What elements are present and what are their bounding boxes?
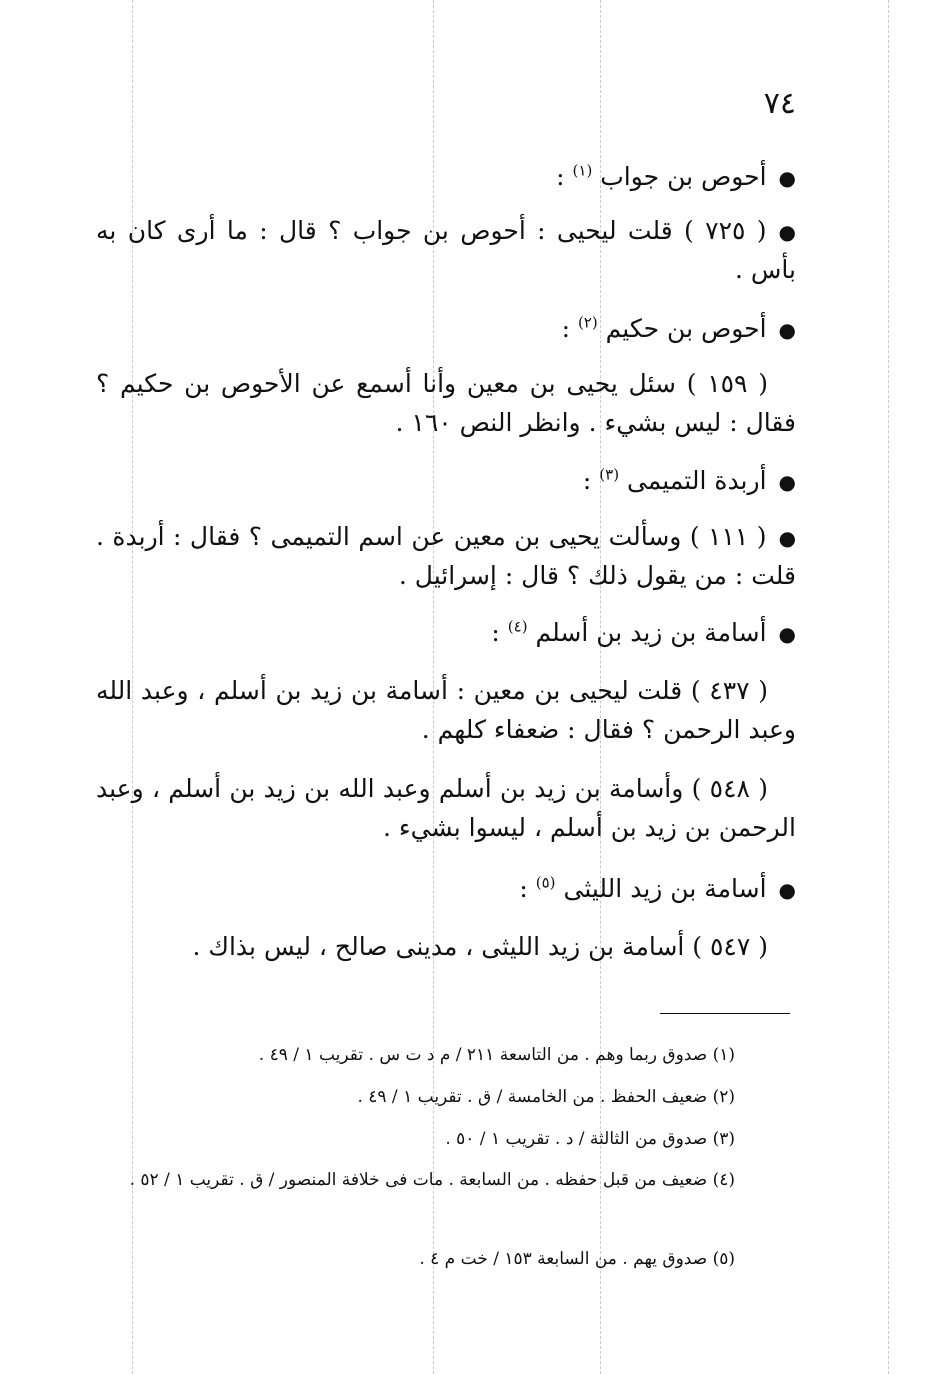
footnote: (١) صدوق ربما وهم . من التاسعة ٢١١ / م د ت س . تقريب ١ / ٤٩ .: [258, 1045, 735, 1065]
page-number: ٧٤: [763, 86, 796, 121]
footnote-ref: (٥): [535, 873, 556, 892]
footnote: (٣) صدوق من الثالثة / د . تقريب ١ / ٥٠ .: [445, 1129, 735, 1149]
footnote: (٥) صدوق يهم . من السابعة ١٥٣ / خت م ٤ .: [419, 1249, 735, 1269]
bullet-icon: ●: [778, 318, 796, 342]
narrator-name: أحوص بن جواب: [600, 162, 767, 191]
entry-text: [96, 518, 796, 596]
footnote-divider: [660, 1013, 790, 1014]
report-text: ( ٤٣٧ ) قلت ليحيى بن معين : أسامة بن زيد بن أسلم ، وعبد الله وعبد الرحمن ؟ فقال : ضعفاء كلهم .: [96, 676, 796, 744]
report-text: ( ١١١ ) وسألت يحيى بن معين عن اسم التميمى ؟ فقال : أربدة . قلت : من يقول ذلك ؟ قال : إسرائيل .: [96, 522, 796, 590]
entry-text: [96, 212, 796, 290]
entry-heading: ●أحوص بن حكيم $^{(٢)}$ :: [96, 310, 796, 349]
narrator-name: أسامة بن زيد بن أسلم: [535, 618, 767, 647]
bullet-icon: ●: [778, 470, 796, 494]
scan-guide-line: [888, 0, 889, 1374]
bullet-icon: ●: [778, 878, 796, 902]
footnote-ref: (١): [572, 161, 593, 180]
entry-heading: ●أسامة بن زيد بن أسلم $^{(٤)}$ :: [96, 614, 796, 653]
bullet-icon: ●: [778, 220, 796, 244]
footnote: (٤) ضعيف من قبل حفظه . من السابعة . مات فى خلافة المنصور / ق . تقريب ١ / ٥٢ .: [129, 1170, 735, 1190]
entry-heading: ●أربدة التميمى $^{(٣)}$ :: [96, 462, 796, 501]
report-text: ( ١٥٩ ) سئل يحيى بن معين وأنا أسمع عن الأحوص بن حكيم ؟ فقال : ليس بشيء . وانظر النص ١٦٠ .: [96, 369, 796, 437]
entry-heading: ●أسامة بن زيد الليثى $^{(٥)}$ :: [96, 870, 796, 909]
report-text: ( ٧٢٥ ) قلت ليحيى : أحوص بن جواب ؟ قال : ما أرى كان به بأس .: [96, 216, 796, 284]
footnote-ref: (٤): [507, 617, 528, 636]
entry-text: [96, 365, 796, 443]
footnote-ref: (٢): [577, 313, 598, 332]
bullet-icon: ●: [778, 166, 796, 190]
report-text: ( ٥٤٨ ) وأسامة بن زيد بن أسلم وعبد الله بن زيد بن أسلم ، وعبد الرحمن بن زيد بن أسلم ، ليسوا بشيء .: [96, 774, 796, 842]
footnote: (٢) ضعيف الحفظ . من الخامسة / ق . تقريب ١ / ٤٩ .: [357, 1087, 735, 1107]
report-text: ( ٥٤٧ ) أسامة بن زيد الليثى ، مدينى صالح ، ليس بذاك .: [192, 932, 768, 961]
entry-text: [96, 928, 796, 967]
narrator-name: أسامة بن زيد الليثى: [563, 874, 767, 903]
entry-text: [96, 770, 796, 848]
narrator-name: أحوص بن حكيم: [605, 314, 767, 343]
entry-heading: ●أحوص بن جواب $^{(١)}$ :: [96, 158, 796, 197]
entry-text: [96, 672, 796, 750]
bullet-icon: ●: [778, 622, 796, 646]
narrator-name: أربدة التميمى: [627, 466, 767, 495]
footnote-ref: (٣): [599, 465, 620, 484]
bullet-icon: ●: [778, 526, 797, 550]
